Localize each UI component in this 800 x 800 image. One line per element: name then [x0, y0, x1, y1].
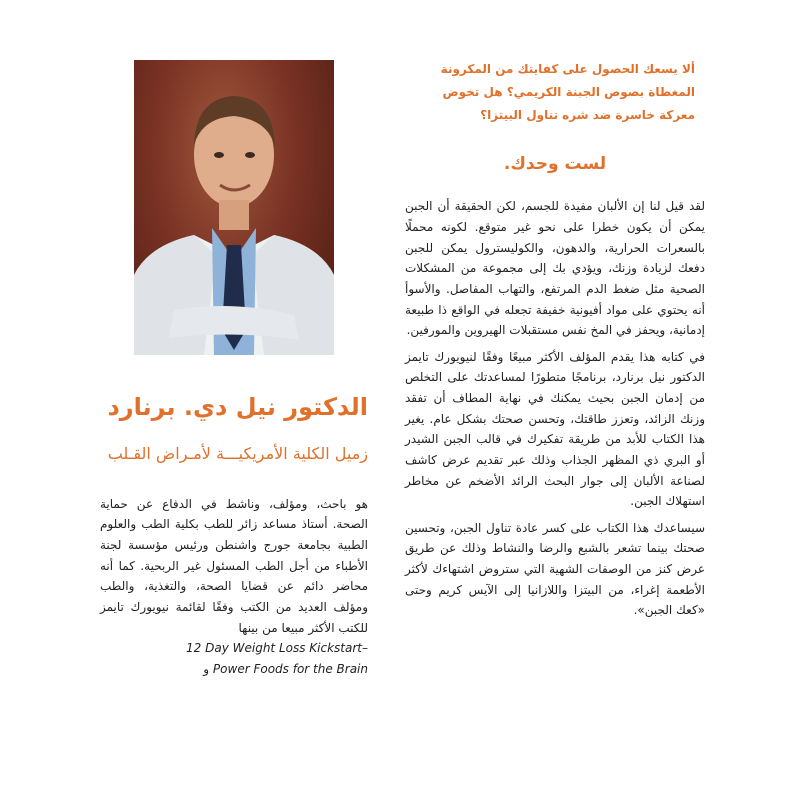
book-title-2: Power Foods for the Brain — [212, 662, 368, 677]
author-books — [100, 638, 368, 680]
section-heading: لست وحدك. — [503, 154, 607, 175]
paragraph: سيساعدك هذا الكتاب على كسر عادة تناول الجبن، وتحسين صحتك بينما تشعر بالشبع والرضا والنشاط وذلك عن طريق عرض كنز من الوصفات الشهية التي ستروض اشتهاءك لأكثر الأطعمة إغراء، من البيتزا واللازانيا إلى الآيس كريم وحتى «كعك الجبن». — [405, 520, 705, 618]
author-name: الدكتور نيل دي. برنارد — [107, 393, 368, 421]
author-bio-text: هو باحث، ومؤلف، وناشط في الدفاع عن حماية الصحة. أستاذ مساعد زائر للطب بكلية الطب والعلوم الطبية بجامعة جورج واشنطن ورئيس مؤسسة لجنة الأطباء من أجل الطب المسئول غير الربحية. كما أنه محاضر دائم عن قضايا الصحة، والتغذية، والطب ومؤلف العديد من الكتب وفقًا لقائمة نيويورك تايمز للكتب الأكثر مبيعا من بينها — [100, 496, 368, 635]
author-column — [100, 60, 368, 680]
intro-question: ألا يسعك الحصول على كفايتك من المكرونة المغطاة بصوص الجبنة الكريمي؟ هل تخوض معركة خاسرة ضد شره تناول البيتزا؟ — [440, 62, 695, 122]
body-text — [405, 196, 705, 621]
description-column — [405, 58, 705, 627]
author-credential: زميل الكلية الأمريكيـــة لأمـراض القـلب — [107, 443, 368, 463]
paragraph: في كتابه هذا يقدم المؤلف الأكثر مبيعًا وفقًا لنيويورك تايمز الدكتور نيل برنارد، برنامجًا متطورًا لمساعدتك على التخلص من إدمان الجبن بحيث يمكنك في نهاية المطاف أن تفقد وزنك الزائد، وتعزز طاقتك، وتحسن صحتك بشكل عام. يغير هذا الكتاب للأبد من طريقة تفكيرك في قالب الجبن الشيدر أو البري ذي المظهر الجذاب وذلك عبر تقديم عرض كاشف لصناعة الألبان إلى جوار البحث الرائد الأضخم عن مخاطر استهلاك الجبن. — [405, 349, 705, 509]
author-photo-illustration — [134, 60, 334, 355]
paragraph: لقد قيل لنا إن الألبان مفيدة للجسم، لكن الحقيقة أن الجبن يمكن أن يكون خطرا على نحو غير متوقع. لكونه محملًا بالسعرات الحرارية، والدهون، والكوليسترول يمكن للجبن دفعك لزيادة وزنك، ويؤدي بك إلى مجموعة من المشكلات الصحية مثل ضغط الدم المرتفع، والتهاب المفاصل. والأسوأ أنه يحتوي على مواد أفيونية خفيفة تجعله في الواقع ذا طبيعة إدمانية، ويحفز في المخ نفس مستقبلات الهيروين والمورفين. — [405, 199, 705, 338]
conjunction: و — [203, 662, 210, 677]
author-photo — [134, 60, 334, 355]
author-bio — [100, 494, 368, 638]
book-title-1: 12 Day Weight Loss Kickstart– — [186, 641, 368, 656]
